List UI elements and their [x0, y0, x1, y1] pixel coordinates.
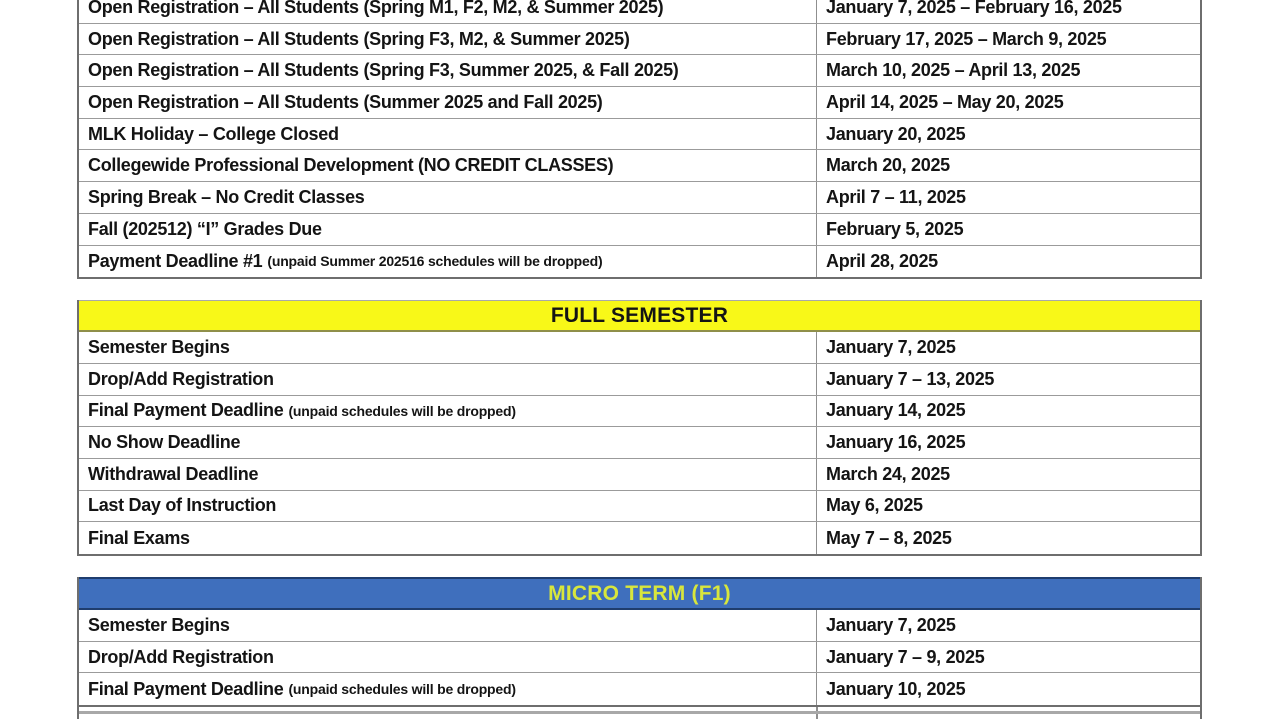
date-value: January 20, 2025: [826, 123, 966, 144]
event-cell: [79, 0, 816, 23]
table-row: [79, 182, 1200, 214]
table-row: [79, 427, 1200, 459]
table-row: [79, 491, 1200, 523]
event-note: (unpaid Summer 202516 schedules will be dropped): [267, 253, 603, 270]
event-label: Collegewide Professional Development (NO CREDIT CLASSES): [88, 155, 614, 176]
event-cell: [79, 673, 816, 705]
event-label: Final Payment Deadline: [88, 400, 284, 421]
micro-term-f1-header-label: MICRO TERM (F1): [548, 581, 731, 605]
date-cell: [816, 0, 1200, 23]
full-semester-header: [79, 300, 1200, 332]
event-label: Fall (202512) “I” Grades Due: [88, 218, 322, 239]
event-label: Drop/Add Registration: [88, 646, 274, 667]
date-value: January 7 – 13, 2025: [826, 368, 995, 389]
event-cell: [79, 55, 816, 86]
date-value: January 14, 2025: [826, 400, 966, 421]
event-cell: [79, 24, 816, 55]
table-row: [79, 24, 1200, 56]
date-cell: [816, 182, 1200, 213]
academic-calendar-document: [77, 0, 1202, 719]
event-label: Semester Begins: [88, 614, 230, 635]
table-row: [79, 0, 1200, 24]
micro-term-f1-rows: [79, 610, 1200, 705]
table-row: [79, 396, 1200, 428]
registration-rows: [79, 0, 1200, 277]
date-cell: [816, 119, 1200, 150]
event-label: Last Day of Instruction: [88, 495, 277, 516]
event-cell: [79, 182, 816, 213]
date-value: January 7, 2025: [826, 614, 956, 635]
date-value: February 17, 2025 – March 9, 2025: [826, 28, 1107, 49]
date-value: April 28, 2025: [826, 250, 938, 271]
date-cell: [816, 522, 1200, 554]
event-cell: [79, 610, 816, 641]
date-cell: [816, 642, 1200, 673]
event-cell: [79, 246, 816, 278]
event-label: Final Exams: [88, 527, 190, 548]
date-value: January 16, 2025: [826, 432, 966, 453]
date-cell: [816, 427, 1200, 458]
event-label: Payment Deadline #1: [88, 250, 263, 271]
date-cell: [816, 491, 1200, 522]
date-cell: [816, 150, 1200, 181]
date-cell: [816, 673, 1200, 705]
event-cell: [79, 427, 816, 458]
date-value: January 10, 2025: [826, 678, 966, 699]
event-cell: [79, 642, 816, 673]
event-note: (unpaid schedules will be dropped): [288, 402, 516, 419]
event-label: Spring Break – No Credit Classes: [88, 186, 365, 207]
event-cell: [79, 396, 816, 427]
date-value: January 7, 2025: [826, 337, 956, 358]
date-value: February 5, 2025: [826, 218, 964, 239]
date-value: May 6, 2025: [826, 495, 923, 516]
event-cell: [79, 332, 816, 363]
table-row: [79, 610, 1200, 642]
table-row: [79, 642, 1200, 674]
date-value: March 10, 2025 – April 13, 2025: [826, 60, 1081, 81]
date-cell: [816, 459, 1200, 490]
event-label: Open Registration – All Students (Spring F3, Summer 2025, & Fall 2025): [88, 60, 679, 81]
section-registration-dates: [77, 0, 1202, 279]
table-row: [79, 246, 1200, 278]
date-cell: [816, 214, 1200, 245]
event-label: No Show Deadline: [88, 432, 241, 453]
event-label: Open Registration – All Students (Spring M1, F2, M2, & Summer 2025): [88, 0, 664, 17]
date-cell: [816, 610, 1200, 641]
date-cell: [816, 332, 1200, 363]
date-value: April 7 – 11, 2025: [826, 186, 966, 207]
date-value: March 24, 2025: [826, 463, 950, 484]
table-row: [79, 673, 1200, 705]
date-cell: [816, 24, 1200, 55]
table-row: [79, 459, 1200, 491]
event-label: Final Payment Deadline: [88, 678, 284, 699]
event-label: Open Registration – All Students (Spring F3, M2, & Summer 2025): [88, 28, 630, 49]
event-label: Withdrawal Deadline: [88, 463, 259, 484]
table-row: [79, 119, 1200, 151]
event-cell: [79, 119, 816, 150]
event-label: Semester Begins: [88, 337, 230, 358]
section-micro-term-f1: [77, 577, 1202, 707]
event-label: Open Registration – All Students (Summer 2025 and Fall 2025): [88, 91, 603, 112]
date-cell: [816, 87, 1200, 118]
event-cell: [79, 491, 816, 522]
event-cell: [79, 522, 816, 554]
event-cell: [79, 214, 816, 245]
next-section-top-border: [79, 711, 1200, 714]
event-cell: [79, 150, 816, 181]
next-section-partial: [77, 707, 1202, 719]
date-cell: [816, 396, 1200, 427]
date-cell: [816, 364, 1200, 395]
event-cell: [79, 459, 816, 490]
section-full-semester: [77, 300, 1202, 556]
date-cell: [816, 55, 1200, 86]
date-cell: [816, 246, 1200, 278]
table-row: [79, 214, 1200, 246]
micro-term-f1-header: [79, 577, 1200, 610]
table-row: [79, 364, 1200, 396]
event-label: Drop/Add Registration: [88, 368, 274, 389]
table-row: [79, 522, 1200, 554]
table-row: [79, 150, 1200, 182]
date-value: May 7 – 8, 2025: [826, 527, 952, 548]
table-row: [79, 55, 1200, 87]
date-value: March 20, 2025: [826, 155, 950, 176]
table-row: [79, 332, 1200, 364]
full-semester-rows: [79, 332, 1200, 554]
event-note: (unpaid schedules will be dropped): [288, 681, 516, 698]
event-cell: [79, 364, 816, 395]
event-label: MLK Holiday – College Closed: [88, 123, 339, 144]
date-value: January 7, 2025 – February 16, 2025: [826, 0, 1122, 17]
event-cell: [79, 87, 816, 118]
date-value: April 14, 2025 – May 20, 2025: [826, 91, 1064, 112]
table-row: [79, 87, 1200, 119]
full-semester-header-label: FULL SEMESTER: [550, 303, 729, 327]
date-value: January 7 – 9, 2025: [826, 646, 985, 667]
